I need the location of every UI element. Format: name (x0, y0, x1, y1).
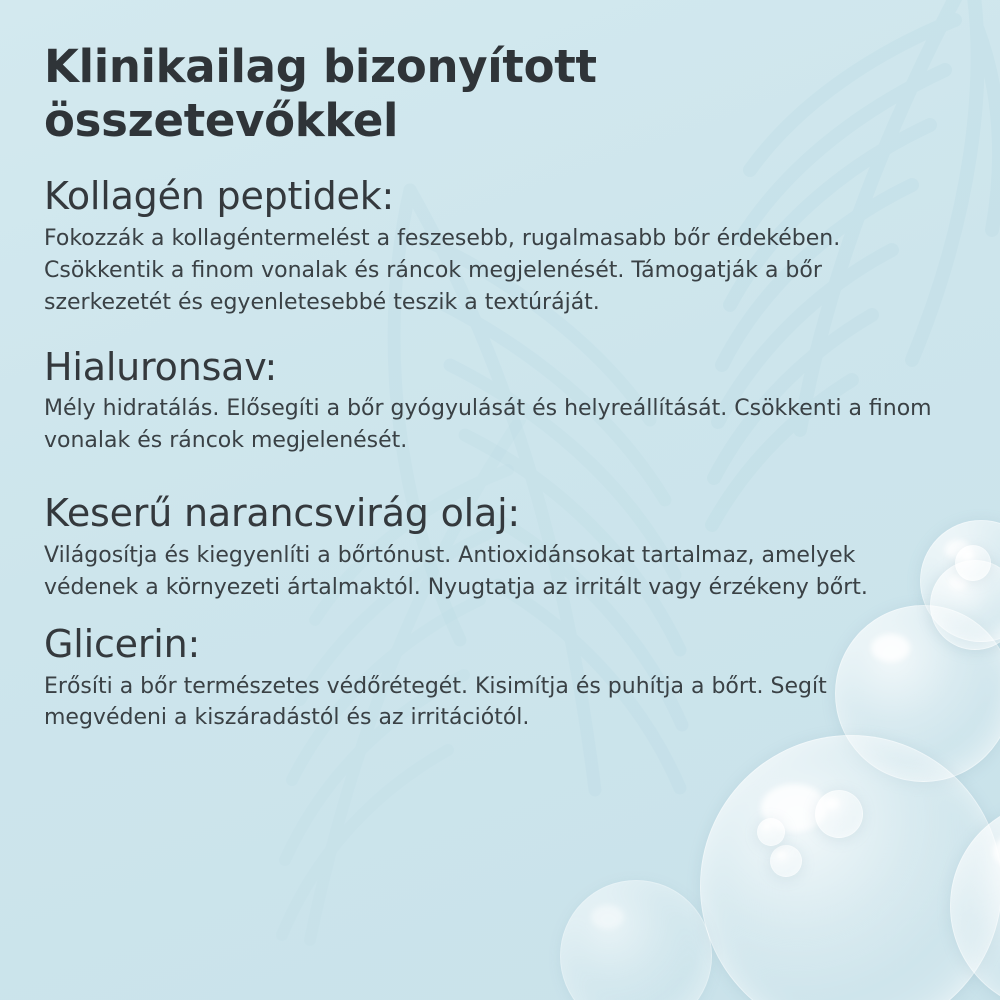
bubble-icon (757, 818, 785, 846)
ingredient-description: Mély hidratálás. Elősegíti a bőr gyógyulását és helyreállítását. Csökkenti a finom vonalak és ráncok megjelenését. (44, 396, 932, 454)
ingredient-description: Erősíti a bőr természetes védőrétegét. Kisimítja és puhítja a bőrt. Segít megvédeni a kiszáradástól és az irritációtól. (44, 673, 827, 731)
ingredient-section-hyaluronic-acid (44, 345, 956, 458)
bubble-icon (560, 880, 712, 1000)
ingredient-section-collagen (44, 174, 956, 319)
bubble-icon (815, 790, 863, 838)
bubble-icon (950, 800, 1000, 1000)
ingredient-title: Glicerin: (44, 621, 201, 666)
ingredient-description: Fokozzák a kollagéntermelést a feszesebb, rugalmasabb bőr érdekében. Csökkentik a finom vonalak és ráncok megjelenését. Támogatják a bőr szerkezetét és egyenletesebbé teszik a textúráját. (44, 225, 841, 315)
ingredient-section-bitter-orange-oil (44, 491, 956, 604)
page-title: Klinikailag bizonyított összetevőkkel (44, 40, 597, 147)
ingredient-title: Kollagén peptidek: (44, 174, 395, 218)
bubble-icon (770, 845, 802, 877)
ingredient-title: Keserű narancsvirág olaj: (44, 491, 521, 536)
bubble-icon (700, 735, 1000, 1000)
ingredient-description: Világosítja és kiegyenlíti a bőrtónust. Antioxidánsokat tartalmaz, amelyek védenek a környezeti ártalmaktól. Nyugtatja az irritált vagy érzékeny bőrt. (44, 542, 868, 600)
ingredient-section-glycerin (44, 622, 956, 735)
ingredient-title: Hialuronsav: (44, 344, 278, 389)
